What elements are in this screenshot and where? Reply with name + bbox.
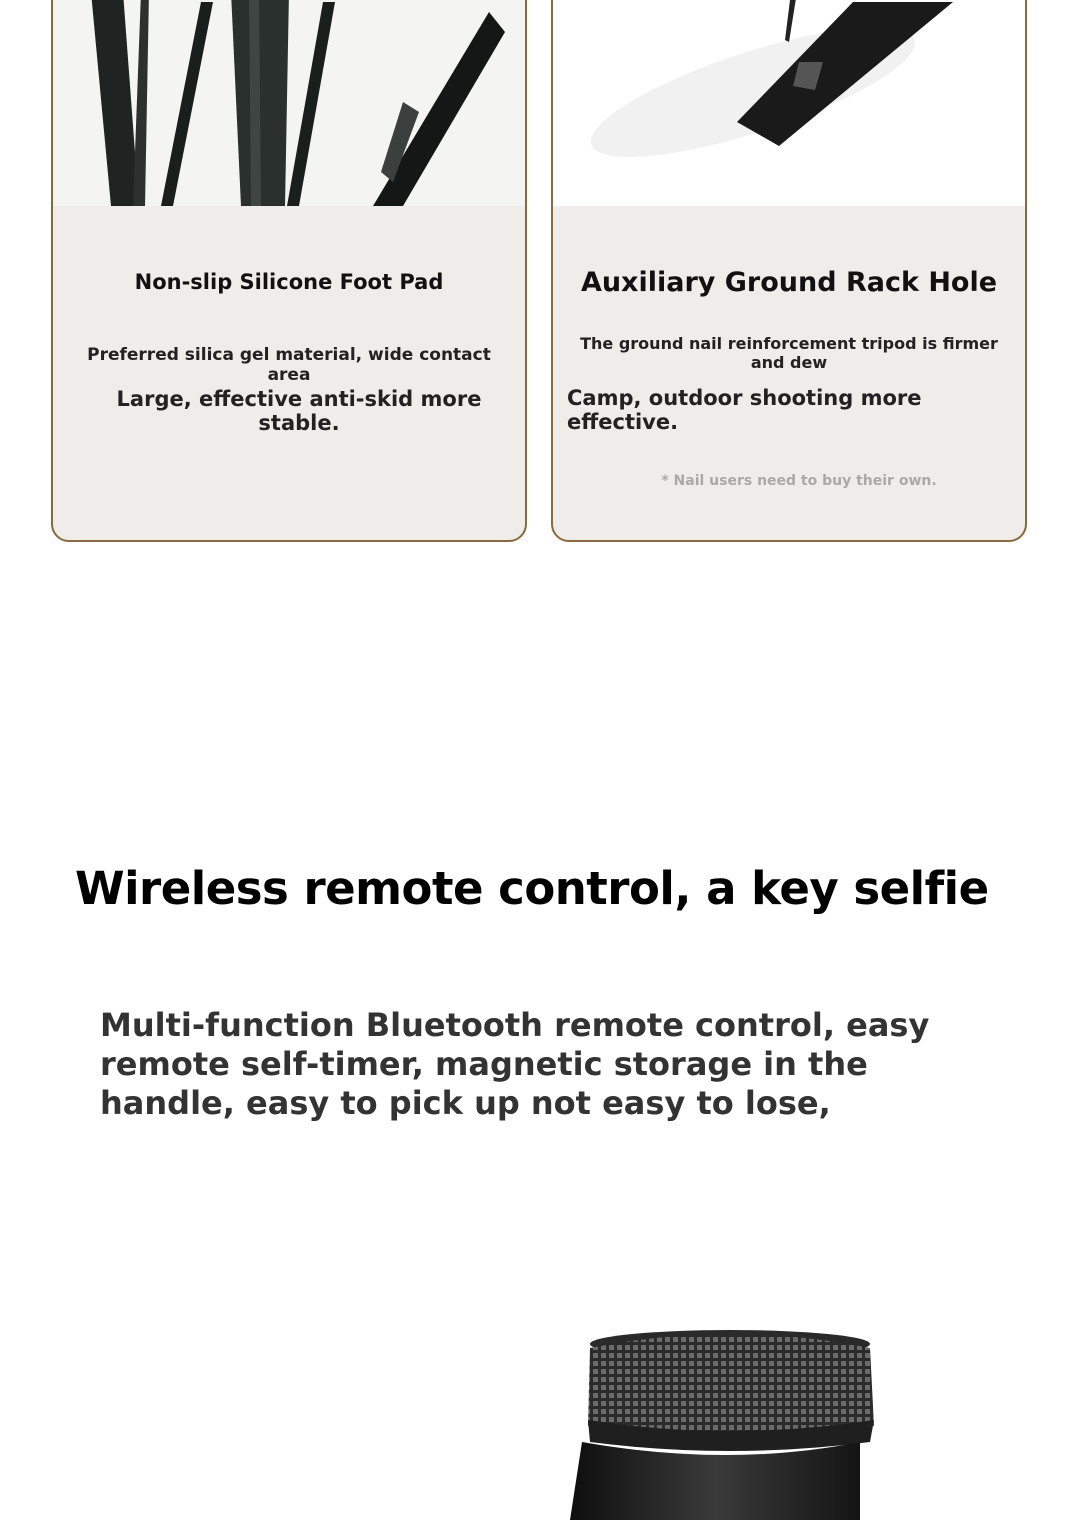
- card-title: Non-slip Silicone Foot Pad: [134, 270, 444, 294]
- feature-card-ground-rack: [551, 0, 1027, 542]
- card-description-line: Large, effective anti-skid more stable.: [116, 387, 482, 435]
- card-footnote: * Nail users need to buy their own.: [661, 473, 937, 489]
- section-headline: Wireless remote control, a key selfie: [75, 862, 989, 915]
- remote-handle-photo: [560, 1320, 890, 1520]
- feature-card-foot-pad: [51, 0, 527, 542]
- card-title: Auxiliary Ground Rack Hole: [580, 267, 998, 298]
- tripod-foot-photo: [553, 0, 1025, 206]
- section-description: Multi-function Bluetooth remote control, easy remote self-timer, magnetic storage in the handle, easy to pick up not easy to lose,: [100, 1006, 930, 1122]
- card-description-line: The ground nail reinforcement tripod is firmer and dew: [580, 334, 998, 372]
- card-description-line: Preferred silica gel material, wide contact area: [87, 345, 491, 385]
- tripod-legs-photo: [53, 0, 525, 206]
- card-description-line: Camp, outdoor shooting more effective.: [567, 386, 922, 434]
